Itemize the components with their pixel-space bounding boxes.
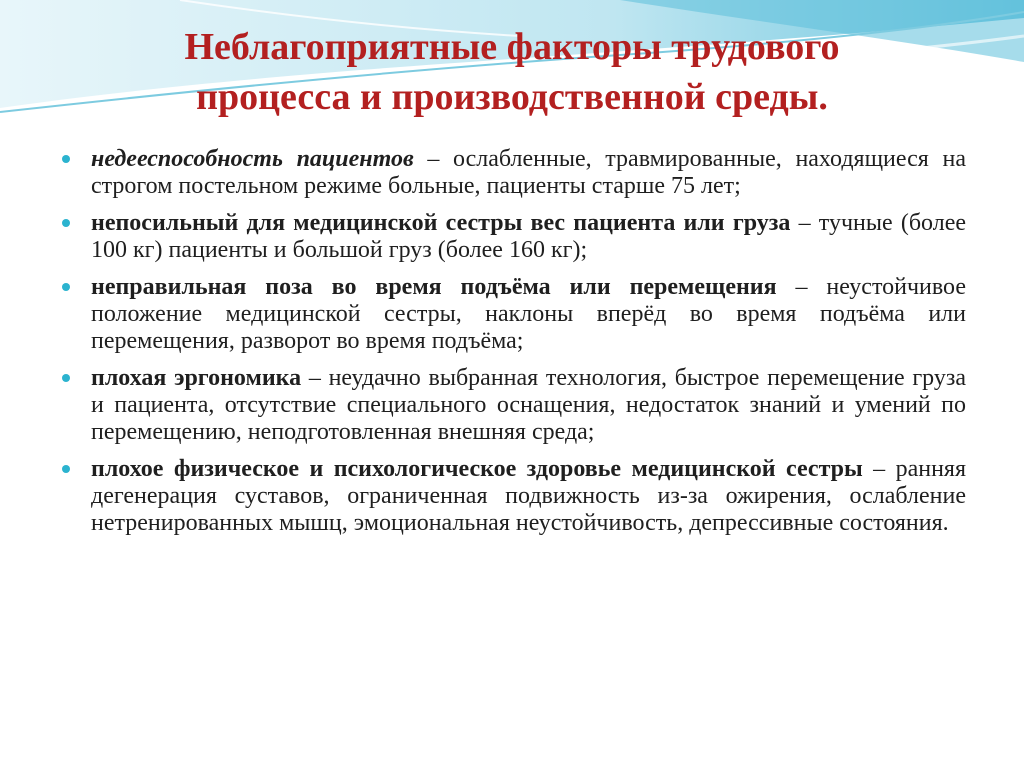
bullet-item-weight [60, 210, 966, 264]
bullet-item-ergonomics [60, 365, 966, 446]
bullet-text: – тучные (более 100 кг) пациенты и большой груз (более 160 кг); [91, 210, 967, 263]
bullet-text: – ранняя дегенерация суставов, ограниченная подвижность из-за ожирения, ослабление нетренированных мышц, эмоциональная неустойчивость, депрессивные состояния. [91, 456, 966, 536]
bullet-term: неправильная поза во время подъёма или перемещения [91, 274, 777, 300]
bullet-dot-icon [62, 219, 70, 227]
bullet-term: непосильный для медицинской сестры вес пациента или груза [91, 210, 791, 236]
bullet-list [60, 146, 966, 547]
bullet-term: плохая эргономика [91, 365, 302, 391]
bullet-dot-icon [62, 155, 70, 163]
bullet-item-health [60, 456, 966, 537]
bullet-dot-icon [62, 374, 70, 382]
bullet-text: – неудачно выбранная технология, быстрое перемещение груза и пациента, отсутствие специального оснащения, недостаток знаний и умений по перемещению, неподготовленная внешняя среда; [91, 365, 966, 445]
bullet-term: недееспособность пациентов [91, 146, 414, 172]
bullet-text: – ослабленные, травмированные, находящиеся на строгом постельном режиме больные, пациенты старше 75 лет; [91, 146, 967, 199]
bullet-text: – неустойчивое положение медицинской сестры, наклоны вперёд во время подъёма или перемещения, разворот во время подъёма; [91, 274, 966, 354]
bullet-dot-icon [62, 283, 70, 291]
bullet-item-posture [60, 274, 966, 355]
slide-title [60, 22, 964, 122]
title-line-2: процесса и производственной среды. [196, 76, 828, 118]
title-line-1: Неблагоприятные факторы трудового [184, 26, 840, 68]
bullet-term: плохое физическое и психологическое здоровье медицинской сестры [91, 456, 863, 482]
bullet-dot-icon [62, 465, 70, 473]
bullet-item-incapacity [60, 146, 966, 200]
